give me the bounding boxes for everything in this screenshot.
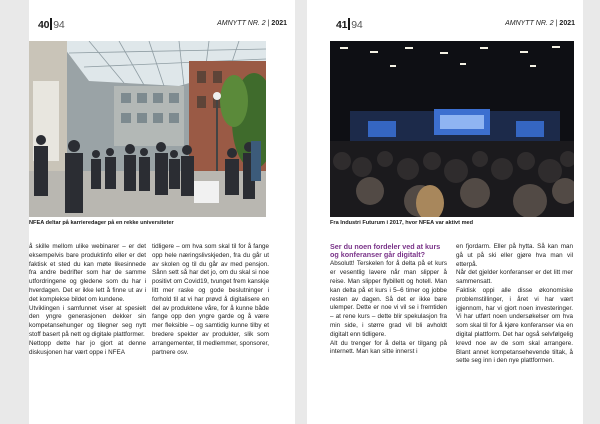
text-column-2 — [152, 243, 269, 357]
page-number-value: 40 — [38, 19, 50, 31]
paragraph: Når det gjelder konferanser er det litt mer sammensatt. — [456, 269, 573, 286]
section-heading: Ser du noen fordeler ved at kurs og konferanser går digitalt? — [330, 242, 441, 260]
paragraph: Nettopp dette har jo gjort at denne diskusjonen har vært oppe i NFEA — [29, 339, 146, 356]
text-column-1 — [29, 243, 146, 357]
magazine-name: AMNYTT — [217, 20, 246, 27]
page-number — [336, 18, 363, 31]
paragraph: tidligere – om hva som skal til for å fange opp hele næringslivskjeden, fra du går ut av skolen og til du går av med pensjon. Sånn sett så har det jo, om du skal si noe positivt om Covid19, tvunget frem kanskje litt mer raske og gode beslutninger i forhold til at vi har prøvd å digitalisere en del av produktene våre, for å kunne både fange opp den yngre garde og å være mer fleksible – og samtidig kunne tilby et bredere spekter av produkter, slik som arrangementer, til medlemmer, sponsorer, partnere osv. — [152, 243, 269, 356]
page-header — [307, 18, 583, 34]
page-number — [38, 18, 65, 31]
left-page — [29, 0, 295, 424]
paragraph: Faktisk oppi alle disse økonomiske problemstillinger, i året vi har vært igjennom, har vi gjort noen investeringer. Vi har utført noen undersøkelser om hva som skal til for å kjøre konferanser via en digital plattform. Det har også selvfølgelig krevd noe av de som skal arrangere. Blant annet kompetansehevende tiltak, å sette seg inn i den nye plattformen. — [456, 286, 573, 365]
career-day-photo — [29, 41, 266, 217]
photo-caption: NFEA deltar på karrieredager på en rekke universiteter — [29, 220, 174, 226]
paragraph: en fjordarm. Eller på hytta. Så kan man gå ut på ski eller gjøre hva man vil etterpå. — [456, 243, 573, 268]
page-total: 94 — [53, 19, 65, 31]
paragraph: Absolutt! Terskelen for å delta på et kurs er vesentlig lavere når man slipper å reise. Man slipper flybillett og hotell. Man kan delta på et kurs i 5–6 timer og jobbe resten av dagen. Så det er ikke bare ulemper. Dette er noe vi vil se i fremtiden – at rene kurs – dette blir spekulasjon fra min side, i større grad vil bli avholdt digitalt enn tidligere. — [330, 260, 447, 338]
photo-caption: Fra Industri Futurum i 2017, hvor NFEA var aktivt med — [330, 220, 474, 226]
page-number-divider — [348, 18, 350, 30]
paragraph: Utviklingen i samfunnet viser at spesielt den yngre generasjonen dekker sin kompetansehunger og tilegner seg nytt stoff basert på nett og digitale plattformer. — [29, 304, 146, 338]
text-column-1 — [330, 243, 447, 357]
paragraph: Alt du trenger for å delta er tilgang på internett. Man kan sitte innerst i — [330, 339, 447, 356]
issue-year: 2021 — [271, 20, 287, 27]
text-column-2 — [456, 243, 573, 366]
page-number-divider — [50, 18, 52, 30]
conference-photo — [330, 41, 574, 217]
paragraph: å skille mellom ulike webinarer – er det eksempelvis bare produktinfo eller er det faktisk et sted du kan møte likesinnede fra andre bedrifter som har de samme utfordringene og gledene som du har i hverdagen. Det er ikke lett å finne ut av i det komplekse bildet om kundene. — [29, 243, 146, 303]
issue-year: 2021 — [559, 20, 575, 27]
page-header — [29, 18, 295, 34]
magazine-issue: AMNYTT NR. 2 | 2021 — [217, 20, 287, 27]
magazine-name: AMNYTT — [505, 20, 534, 27]
page-number-value: 41 — [336, 19, 348, 31]
magazine-issue: AMNYTT NR. 2 | 2021 — [505, 20, 575, 27]
issue-number: NR. 2 — [247, 20, 266, 27]
right-page — [307, 0, 583, 424]
page-total: 94 — [351, 19, 363, 31]
issue-number: NR. 2 — [535, 20, 554, 27]
